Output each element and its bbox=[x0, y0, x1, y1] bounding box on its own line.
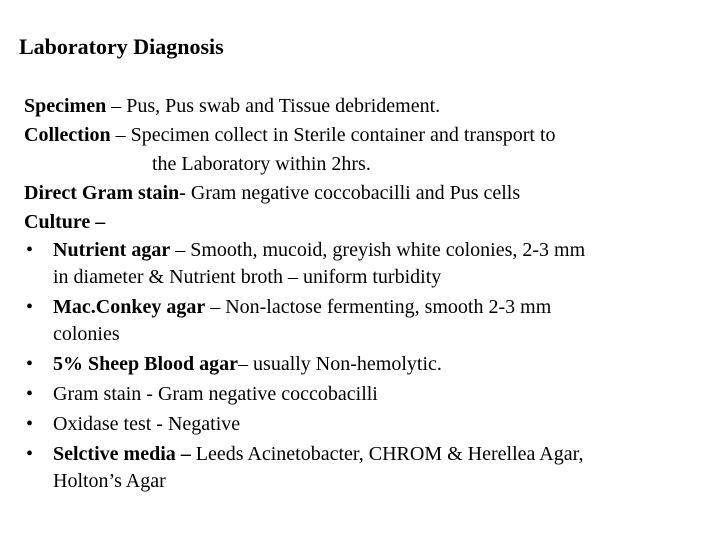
list-item-selective-media bbox=[24, 441, 714, 495]
list-item-line bbox=[53, 294, 714, 321]
list-item-label: Selctive media – bbox=[53, 443, 191, 465]
bullet-icon: • bbox=[26, 296, 34, 318]
gram-stain-text: Gram negative coccobacilli and Pus cells bbox=[185, 182, 521, 204]
list-item-text: – Non-lactose fermenting, smooth 2-3 mm bbox=[205, 296, 552, 318]
bullet-icon: • bbox=[26, 443, 34, 465]
list-item-macconkey-agar bbox=[24, 294, 714, 348]
list-item-text: – usually Non-hemolytic. bbox=[238, 353, 442, 375]
culture-list bbox=[24, 237, 714, 495]
specimen-label: Specimen bbox=[24, 95, 107, 117]
bullet-icon: • bbox=[26, 383, 34, 405]
gram-stain-line bbox=[24, 179, 714, 208]
specimen-text: – Pus, Pus swab and Tissue debridement. bbox=[106, 95, 441, 117]
list-item-label: Nutrient agar bbox=[53, 239, 171, 261]
list-item-label: Mac.Conkey agar bbox=[53, 296, 206, 318]
collection-label: Collection bbox=[24, 124, 111, 146]
list-item-text: Gram stain - Gram negative coccobacilli bbox=[53, 383, 378, 405]
bullet-icon: • bbox=[26, 413, 34, 435]
list-item-line bbox=[53, 351, 714, 378]
specimen-line bbox=[24, 92, 714, 121]
slide-body bbox=[24, 92, 714, 498]
collection-continuation: the Laboratory within 2hrs. bbox=[152, 153, 371, 175]
list-item-oxidase-test bbox=[24, 411, 714, 438]
list-item-sheep-blood-agar bbox=[24, 351, 714, 378]
list-item-text: Oxidase test - Negative bbox=[53, 413, 241, 435]
list-item-continuation: in diameter & Nutrient broth – uniform turbidity bbox=[53, 266, 442, 288]
list-item-continuation: Holton’s Agar bbox=[53, 470, 166, 492]
page-title: Laboratory Diagnosis bbox=[19, 34, 224, 59]
culture-heading: Culture – bbox=[24, 211, 106, 233]
bullet-icon: • bbox=[26, 239, 34, 261]
list-item-line bbox=[53, 237, 714, 264]
list-item-text: – Smooth, mucoid, greyish white colonies, 2-3 mm bbox=[170, 239, 586, 261]
collection-text: – Specimen collect in Sterile container and transport to bbox=[110, 124, 556, 146]
list-item-nutrient-agar bbox=[24, 237, 714, 291]
list-item-line bbox=[53, 441, 714, 468]
gram-stain-label: Direct Gram stain- bbox=[24, 182, 186, 204]
list-item-continuation: colonies bbox=[53, 323, 120, 345]
list-item-gram-stain bbox=[24, 381, 714, 408]
collection-line bbox=[24, 121, 714, 150]
list-item-label: 5% Sheep Blood agar bbox=[53, 353, 239, 375]
list-item-text: Leeds Acinetobacter, CHROM & Herellea Agar, bbox=[190, 443, 584, 465]
bullet-icon: • bbox=[26, 353, 34, 375]
